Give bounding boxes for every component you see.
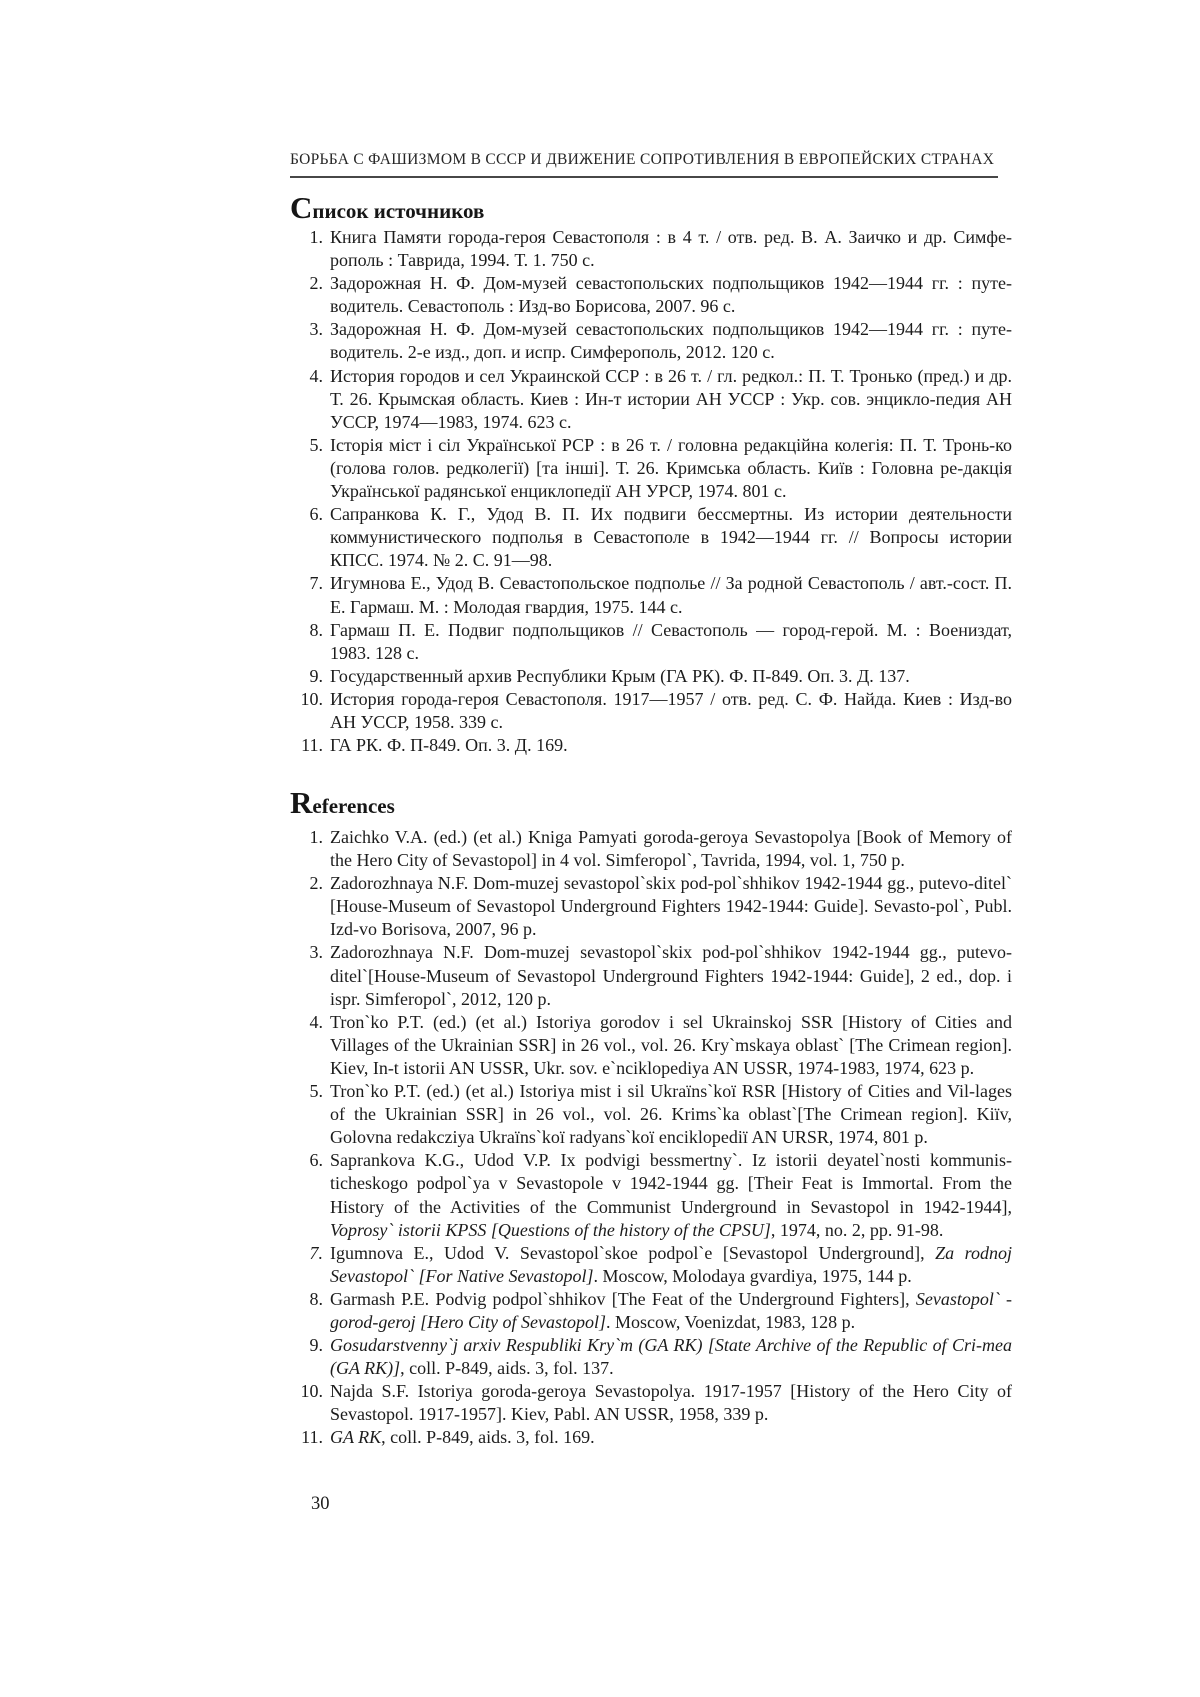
sources-heading: Список источников [290,190,485,225]
item-text: Гармаш П. Е. Подвиг подпольщиков // Севастополь — город-герой. М. : Воениздат, 1983. 128 с. [330,619,1012,663]
source-item-10 [290,688,1012,734]
item-text: , coll. P-849, aids. 3, fol. 137. [400,1358,614,1379]
item-number: 11. [301,1427,323,1448]
item-text: Najda S.F. Istoriya goroda-geroya Sevastopolya. 1917-1957 [History of the Hero City of Sevastopol. 1917-1957]. Kiev, Pabl. AN USSR, 1958, 339 p. [330,1381,1012,1425]
source-item-9 [290,665,1012,688]
item-text: Voprosy` istorii KPSS [Questions of the history of the CPSU] [330,1219,771,1240]
reference-item-2 [290,872,1012,941]
item-text: Za rodnoj Sevastopol` [For Native Sevastopol] [330,1242,1012,1286]
item-text: Сапранкова К. Г., Удод В. П. Их подвиги бессмертны. Из истории деятельности коммунистического подполья в Севастополе в 1942—1944 гг. // Вопросы истории КПСС. 1974. № 2. С. 91—98. [330,504,1012,571]
reference-item-5 [290,1080,1012,1149]
item-text: ГА РК. Ф. П-849. Оп. 3. Д. 169. [330,735,568,756]
source-item-7 [290,572,1012,618]
running-header-text: БОРЬБА С ФАШИЗМОМ В СССР И ДВИЖЕНИЕ СОПРОТИВЛЕНИЯ В ЕВРОПЕЙСКИХ СТРАНАХ [290,151,995,168]
item-number: 9. [309,665,323,686]
reference-item-4 [290,1011,1012,1080]
item-number: 4. [309,1011,323,1032]
item-text: Історія міст і сіл Української РСР : в 26 т. / головна редакційна колегія: П. Т. Тронь-ко (голова голов. редколегії) [та інші]. Т. 26. Кримська область. Київ : Головна ре-дакція Української радянської енциклопедії АН УРСР, 1974. 801 с. [330,434,1012,502]
item-text: Saprankova K.G., Udod V.P. Ix podvigi bessmertny`. Iz istorii deyatel`nosti kommunis-ticheskogo podpol`ya v Sevastopole v 1942-1944 gg. [Their Feat is Immortal. From the History of the Activities of the Communist Underground in Sevastopol in 1942-1944], [330,1150,1012,1217]
item-number: 1. [309,827,323,847]
item-text: Garmash P.E. Podvig podpol`shhikov [The Feat of the Underground Fighters], [330,1288,916,1309]
item-text: , 1974, no. 2, pp. 91-98. [770,1219,944,1240]
item-text: Tron`ko P.T. (ed.) (et al.) Istoriya mist i sil Ukraïns`koï RSR [History of Cities and Vil-lages of the Ukrainian SSR] in 26 vol., vol. 26. Krims`ka oblast`[The Crimean region]. Kiïv, Golovna redakcziya Ukraïns`koï radyans`koï enciklopediï AN URSR, 1974, 801 p. [330,1081,1012,1148]
item-number: 11. [301,735,323,756]
item-text: Zadorozhnaya N.F. Dom-muzej sevastopol`skix pod-pol`shhikov 1942-1944 gg., putevo-ditel` [House-Museum of Sevastopol Underground Fighters 1942-1944: Guide]. Sevasto-pol`, Publ. Izd-vo Borisova, 2007, 96 p. [330,873,1012,940]
item-number: 7. [309,573,323,594]
item-text: . Moscow, Voenizdat, 1983, 128 p. [605,1311,856,1332]
item-text: Igumnova E., Udod V. Sevastopol`skoe podpol`e [Sevastopol Underground], [330,1242,936,1263]
item-text: Книга Памяти города-героя Севастополя : в 4 т. / отв. ред. В. А. Заичко и др. Симфе-рополь : Таврида, 1994. Т. 1. 750 с. [330,227,1012,271]
item-number: 10. [300,688,323,709]
item-text: Задорожная Н. Ф. Дом-музей севастопольских подпольщиков 1942—1944 гг. : путе-водитель. Севастополь : Изд-во Борисова, 2007. 96 с. [330,273,1012,317]
item-text: . Moscow, Molodaya gvardiya, 1975, 144 p. [593,1265,912,1286]
item-number: 2. [309,273,323,294]
reference-item-8 [290,1288,1012,1334]
item-text: , coll. P-849, aids. 3, fol. 169. [381,1427,595,1448]
source-item-2 [290,272,1012,318]
source-item-6 [290,503,1012,572]
item-number: 6. [309,504,323,525]
item-text: GA RK [330,1427,382,1448]
reference-item-6 [290,1149,1012,1241]
reference-item-7 [290,1242,1012,1288]
item-number: 9. [309,1335,323,1356]
item-number: 4. [309,365,323,386]
item-number: 2. [309,873,323,894]
item-number: 3. [309,319,323,340]
item-number: 5. [309,434,323,455]
sources-list [290,226,1012,757]
item-text: Gosudarstvenny`j arxiv Respubliki Kry`m (GA RK) [State Archive of the Republic of Cri-mea (GA RK)] [330,1335,1012,1379]
item-text: Tron`ko P.T. (ed.) (et al.) Istoriya gorodov i sel Ukrainskoj SSR [History of Cities and Villages of the Ukrainian SSR] in 26 vol., vol. 26. Kry`mskaya oblast` [The Crimean region]. Kiev, In-t istorii AN USSR, Ukr. sov. e`nciklopediya AN USSR, 1974-1983, 1974, 623 p. [330,1011,1012,1078]
item-text: Игумнова Е., Удод В. Севастопольское подполье // За родной Севастополь / авт.-сост. П. Е. Гармаш. М. : Молодая гвардия, 1975. 144 с. [330,573,1012,617]
item-number: 10. [300,1381,323,1402]
item-text: Государственный архив Республики Крым (ГА РК). Ф. П-849. Оп. 3. Д. 137. [330,665,910,686]
source-item-4 [290,365,1012,434]
running-header [290,151,998,178]
source-item-3 [290,318,1012,364]
item-number: 8. [309,1288,323,1309]
item-text: Sevastopol` - gorod-geroj [Hero City of Sevastopol] [330,1288,1012,1332]
item-text: История городов и сел Украинской ССР : в 26 т. / гл. редкол.: П. Т. Тронько (пред.) и др. Т. 26. Крымская область. Киев : Ин-т истории АН УССР : Укр. сов. энцикло-педия АН УССР, 1974—1983, 1974. 623 с. [330,365,1012,432]
item-number: 1. [309,227,323,247]
source-item-1 [290,226,1012,272]
source-item-5 [290,434,1012,503]
reference-item-11 [290,1426,1012,1449]
item-text: Задорожная Н. Ф. Дом-музей севастопольских подпольщиков 1942—1944 гг. : путе-водитель. 2-е изд., доп. и испр. Симферополь, 2012. 120 с. [330,319,1012,363]
reference-item-10 [290,1380,1012,1426]
references-heading: References [290,785,395,820]
page-number: 30 [311,1494,330,1514]
source-item-11 [290,734,1012,757]
reference-item-9 [290,1334,1012,1380]
item-number: 6. [309,1150,323,1171]
item-number: 3. [309,942,323,963]
item-text: Zaichko V.A. (ed.) (et al.) Kniga Pamyati goroda-geroya Sevastopolya [Book of Memory of the Hero City of Sevastopol] in 4 vol. Simferopol`, Tavrida, 1994, vol. 1, 750 p. [330,827,1012,871]
item-number: 5. [309,1081,323,1102]
source-item-8 [290,619,1012,665]
reference-item-3 [290,941,1012,1010]
item-number: 8. [309,619,323,640]
references-list [290,826,1012,1450]
item-text: Zadorozhnaya N.F. Dom-muzej sevastopol`skix pod-pol`shhikov 1942-1944 gg., putevo-ditel`[House-Museum of Sevastopol Underground Fighters 1942-1944: Guide], 2 ed., dop. i ispr. Simferopol`, 2012, 120 p. [330,942,1012,1009]
reference-item-1 [290,826,1012,872]
item-text: История города-героя Севастополя. 1917—1957 / отв. ред. С. Ф. Найда. Киев : Изд-во АН УССР, 1958. 339 с. [330,688,1012,732]
item-number: 7. [309,1242,323,1263]
